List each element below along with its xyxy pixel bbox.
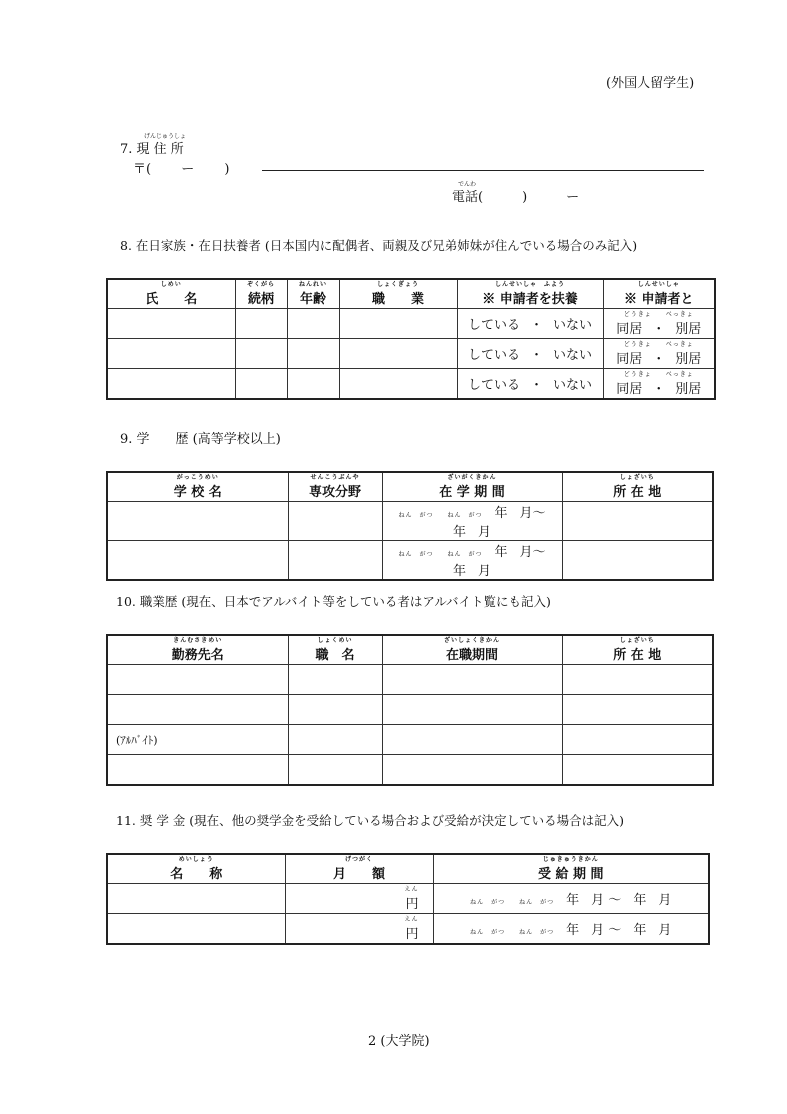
table-row [107,695,713,725]
support-choice[interactable]: している ・ いない [457,369,603,400]
name-cell[interactable] [107,369,235,400]
section-11-title: 11. 奨 学 金 (現在、他の奨学金を受給している場合および受給が決定している場合は記入) [116,813,625,828]
location-cell[interactable] [562,725,713,755]
table-row [107,665,713,695]
scholarship-table-header [107,854,709,884]
school-cell[interactable] [107,502,288,541]
position-cell[interactable] [288,755,382,786]
header-tenure: ざいしょくきかん 在職期間 [382,635,562,665]
address-line[interactable] [262,170,704,171]
header-period: ざいがくきかん 在 学 期 間 [382,472,562,502]
family-table [106,278,716,400]
header-school: がっこうめい 学 校 名 [107,472,288,502]
header-living: しんせいしゃ ※ 申請者と [603,279,715,309]
postal-code-field[interactable]: 〒( ー ) [133,162,230,177]
section-8-title: 8. 在日家族・在日扶養者 (日本国内に配偶者、両親及び兄弟姉妹が住んでいる場合のみ記入) [120,238,638,253]
period-cell[interactable]: ねん がつ ねん がつ 年 月〜年 月 [382,541,562,581]
page-number: 2 (大学院) [368,1034,430,1049]
location-cell[interactable] [562,755,713,786]
employment-table-header [107,635,713,665]
header-scholarship-name: めいしょう 名 称 [107,854,285,884]
table-row [107,369,715,400]
employer-cell[interactable] [107,665,288,695]
education-table [106,471,714,581]
support-choice[interactable]: している ・ いない [457,339,603,369]
header-age: ねんれい 年齢 [287,279,339,309]
relation-cell[interactable] [235,309,287,339]
employment-table [106,634,714,786]
header-support: しんせいしゃ ふよう ※ 申請者を扶養 [457,279,603,309]
header-monthly-amount: げつがく 月 額 [285,854,433,884]
period-cell[interactable]: ねん がつ ねん がつ 年 月〜年 月 [382,502,562,541]
table-row [107,339,715,369]
scholarship-name-cell[interactable] [107,914,285,945]
location-cell[interactable] [562,665,713,695]
form-category-label: (外国人留学生) [606,76,695,91]
major-cell[interactable] [288,502,382,541]
tenure-cell[interactable] [382,725,562,755]
table-row [107,914,709,945]
occupation-cell[interactable] [339,369,457,400]
header-location: しょざいち 所 在 地 [562,635,713,665]
receipt-period-cell[interactable]: ねん がつ ねん がつ 年 月 〜 年 月 [433,884,709,914]
relation-cell[interactable] [235,339,287,369]
position-cell[interactable] [288,665,382,695]
location-cell[interactable] [562,502,713,541]
major-cell[interactable] [288,541,382,581]
occupation-cell[interactable] [339,309,457,339]
header-receipt-period: じゅきゅうきかん 受 給 期 間 [433,854,709,884]
header-name: しめい 氏 名 [107,279,235,309]
section-7-title: 7. 現 住 所 [120,142,184,157]
living-choice[interactable]: どうきょ べっきょ 同居 ・ 別居 [603,339,715,369]
header-occupation: しょくぎょう 職 業 [339,279,457,309]
support-choice[interactable]: している ・ いない [457,309,603,339]
table-row [107,502,713,541]
scholarship-table [106,853,710,945]
table-row [107,309,715,339]
arubaito-label: (ｱﾙﾊﾞｲﾄ) [116,733,158,747]
header-major: せんこうぶんや 専攻分野 [288,472,382,502]
phone-field[interactable]: 電話( ) ー [452,190,580,205]
amount-cell[interactable]: えん 円 [285,914,433,945]
position-cell[interactable] [288,725,382,755]
header-employer: きんむさきめい 勤務先名 [107,635,288,665]
occupation-cell[interactable] [339,339,457,369]
family-table-header [107,279,715,309]
tenure-cell[interactable] [382,665,562,695]
section-9-title: 9. 学 歴 (高等学校以上) [120,432,281,447]
arubaito-cell[interactable] [107,725,288,755]
education-table-header [107,472,713,502]
receipt-period-cell[interactable]: ねん がつ ねん がつ 年 月 〜 年 月 [433,914,709,945]
table-row [107,755,713,786]
header-location: しょざいち 所 在 地 [562,472,713,502]
age-cell[interactable] [287,339,339,369]
age-cell[interactable] [287,369,339,400]
table-row [107,884,709,914]
table-row [107,725,713,755]
school-cell[interactable] [107,541,288,581]
table-row [107,541,713,581]
living-choice[interactable]: どうきょ べっきょ 同居 ・ 別居 [603,369,715,400]
header-position: しょくめい 職 名 [288,635,382,665]
tenure-cell[interactable] [382,695,562,725]
scholarship-name-cell[interactable] [107,884,285,914]
living-choice[interactable]: どうきょ べっきょ 同居 ・ 別居 [603,309,715,339]
amount-cell[interactable]: えん 円 [285,884,433,914]
relation-cell[interactable] [235,369,287,400]
location-cell[interactable] [562,541,713,581]
tenure-cell[interactable] [382,755,562,786]
position-cell[interactable] [288,695,382,725]
location-cell[interactable] [562,695,713,725]
name-cell[interactable] [107,339,235,369]
phone-ruby: でんわ [458,181,477,188]
employer-cell[interactable] [107,695,288,725]
employer-cell[interactable] [107,755,288,786]
name-cell[interactable] [107,309,235,339]
age-cell[interactable] [287,309,339,339]
header-relation: ぞくがら 続柄 [235,279,287,309]
section-10-title: 10. 職業歴 (現在、日本でアルバイト等をしている者はアルバイト覧にも記入) [116,594,551,609]
section-7-ruby: げんじゅうしょ [144,133,187,140]
